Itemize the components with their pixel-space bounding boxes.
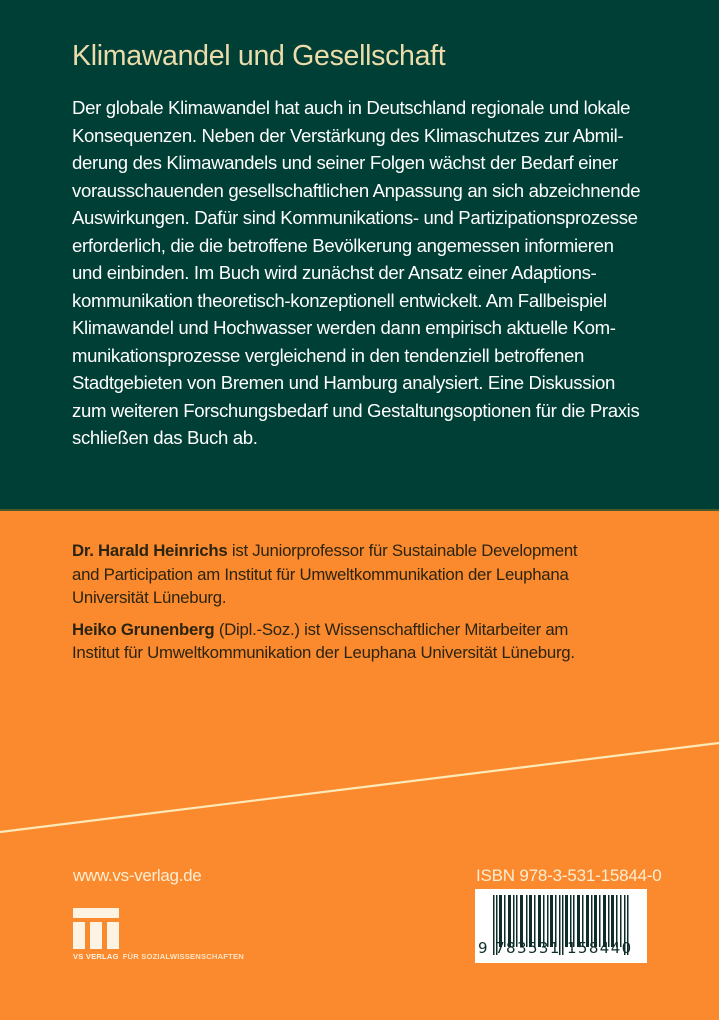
book-description bbox=[72, 94, 672, 452]
vs-verlag-logo-icon bbox=[73, 908, 119, 950]
description-line: Auswirkungen. Dafür sind Kommunikations- und Partizipationsprozesse bbox=[72, 207, 638, 228]
description-line: Stadtgebieten von Bremen und Hamburg analysiert. Eine Diskussion bbox=[72, 372, 615, 393]
author-bio-line: Institut für Umweltkommunikation der Leuphana Universität Lüneburg. bbox=[72, 643, 575, 662]
description-line: derung des Klimawandels und seiner Folgen wächst der Bedarf einer bbox=[72, 152, 618, 173]
author-bio-line: and Participation am Institut für Umweltkommunikation der Leuphana bbox=[72, 564, 569, 584]
barcode-digits: 9 783531 158440 bbox=[478, 939, 633, 957]
barcode bbox=[475, 889, 647, 963]
description-line: Klimawandel und Hochwasser werden dann empirisch aktuelle Kom- bbox=[72, 317, 616, 338]
author-bio-text: (Dipl.-Soz.) ist Wissenschaftlicher Mitarbeiter am bbox=[214, 619, 569, 639]
author-name: Heiko Grunenberg bbox=[72, 619, 215, 639]
publisher-url[interactable]: www.vs-verlag.de bbox=[73, 866, 202, 885]
isbn-number: ISBN 978-3-531-15844-0 bbox=[476, 866, 662, 885]
description-line: kommunikation theoretisch-konzeptionell entwickelt. Am Fallbeispiel bbox=[72, 289, 607, 311]
description-line: Konsequenzen. Neben der Verstärkung des Klimaschutzes zur Abmil- bbox=[72, 124, 624, 146]
author-bios bbox=[72, 539, 672, 673]
author-bio-heinrichs bbox=[72, 539, 672, 610]
description-line: zum weiteren Forschungsbedarf und Gestaltungsoptionen für die Praxis bbox=[72, 399, 640, 421]
author-bio-line: Universität Lüneburg. bbox=[72, 588, 227, 607]
book-title: Klimawandel und Gesellschaft bbox=[72, 40, 446, 72]
description-line: schließen das Buch ab. bbox=[72, 427, 258, 448]
description-line: Der globale Klimawandel hat auch in Deutschland regionale und lokale bbox=[72, 97, 631, 118]
description-line: erforderlich, die die betroffene Bevölkerung angemessen informieren bbox=[72, 234, 614, 256]
publisher-name: VS VERLAG FÜR SOZIALWISSENSCHAFTEN bbox=[73, 952, 244, 961]
author-bio-text: ist Juniorprofessor für Sustainable Development bbox=[227, 541, 578, 560]
description-line: munikationsprozesse vergleichend in den tendenziell betroffenen bbox=[72, 344, 585, 366]
description-line: und einbinden. Im Buch wird zunächst der Ansatz einer Adaptions- bbox=[72, 262, 597, 283]
description-line: vorausschauenden gesellschaftlichen Anpassung an sich abzeichnende bbox=[72, 179, 641, 201]
author-bio-grunenberg bbox=[72, 618, 672, 665]
author-name: Dr. Harald Heinrichs bbox=[72, 541, 228, 560]
